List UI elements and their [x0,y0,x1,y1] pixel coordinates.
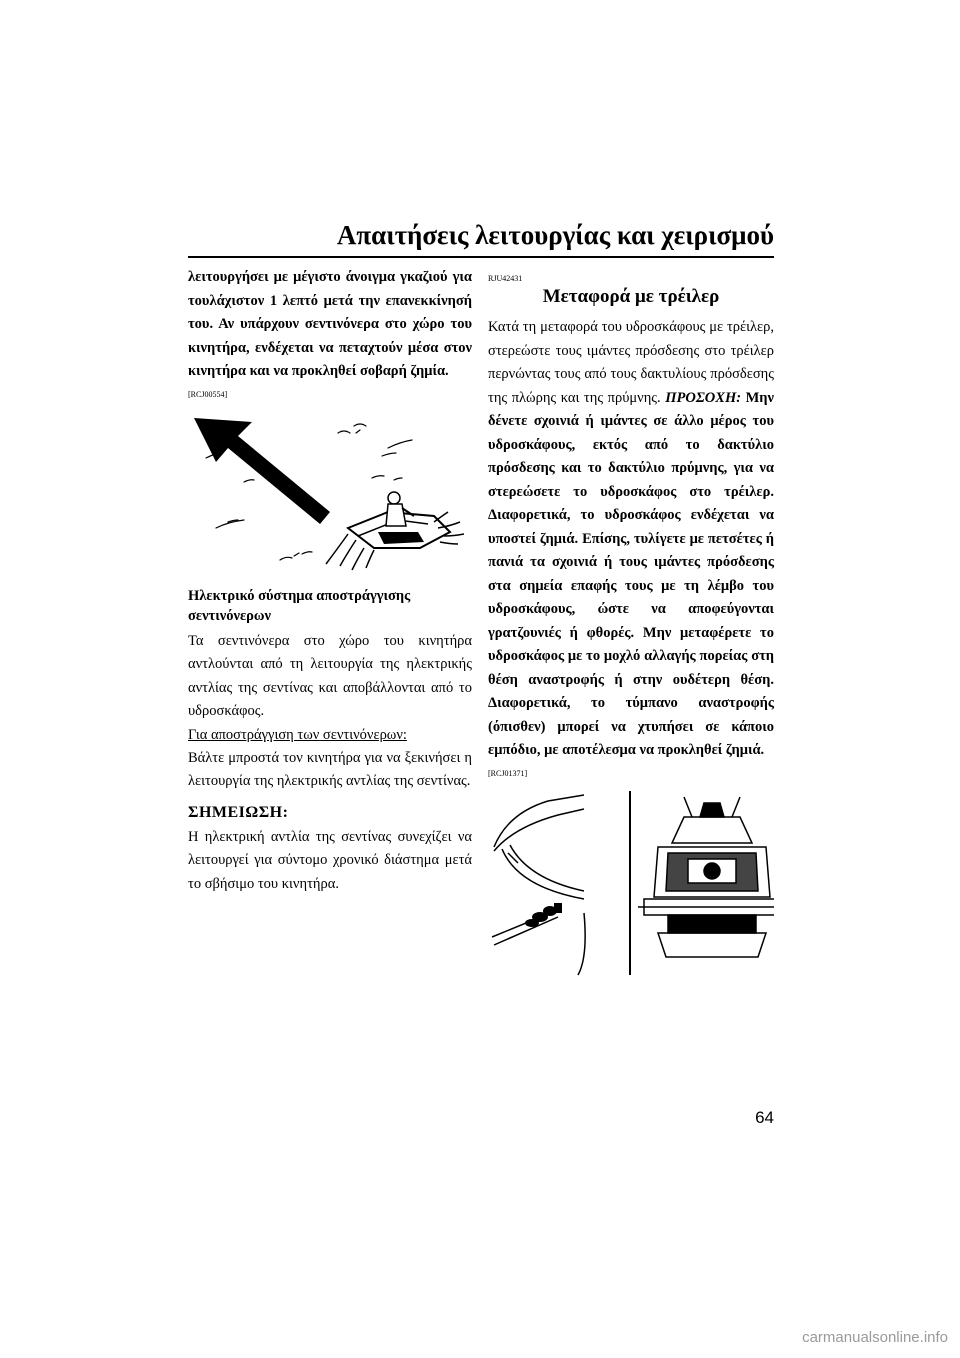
page-header-title: Απαιτήσεις λειτουργίας και χειρισμού [336,220,774,250]
trailer-text [488,316,774,763]
bow-eye-icon [492,795,585,975]
stern-view-icon [638,797,774,957]
note-text: Η ηλεκτρική αντλία της σεντίνας συνεχίζει να λειτουργεί για σύντομο χρονικό διάστημα μετά το σβήσιμο του κινητήρα. [188,828,472,892]
section-code: RJU42431 [488,274,523,283]
caution-label: ΠΡΟΣΟΧΗ: [665,389,742,406]
reference-code-2: [RCJ01371] [488,768,528,778]
bilge-pump-text: Τα σεντινόνερα στο χώρο του κινητήρα αντλούνται από τη λειτουργία της ηλεκτρικής αντλίας της σεντίνας και αποβάλλονται από το υδροσκάφος. [188,632,472,719]
illustration-watercraft-arrow [188,408,472,578]
section-subheading: Ηλεκτρικό σύστημα αποστράγγισης σεντινόνερων [188,587,411,624]
watercraft-icon [348,492,450,548]
illustration-tie-down-points [488,787,774,977]
header-rule [188,256,774,258]
reference-code: [RCJ00554] [188,389,228,399]
right-column [488,266,774,977]
trailer-text-normal: Κατά τη μεταφορά του υδροσκάφους με τρέιλερ, στερεώστε τους ιμάντες πρόσδεσης στο τρέιλερ περνώντας τους από τους δακτυλίους πρόσδεσης της πλώρης και της πρύμνης. [488,319,774,406]
procedure-heading: Για αποστράγγιση των σεντινόνερων: [188,726,407,743]
note-title: ΣΗΜΕΙΩΣΗ: [188,803,289,821]
page-number: 64 [755,1108,774,1127]
procedure-text: Βάλτε μπροστά τον κινητήρα για να ξεκινήσει η λειτουργία της ηλεκτρικής αντλίας της σεντίνας. [188,749,472,789]
section-title: Μεταφορά με τρέιλερ [542,286,720,307]
direction-arrow-icon [194,418,330,524]
caution-text: Μην δένετε σχοινιά ή ιμάντες σε άλλο μέρος του υδροσκάφους, εκτός από το δακτύλιο πρόσδεσης και το δακτύλιο πρύμνης, για να στερεώσετε το υδροσκάφος στο τρέιλερ. Διαφορετικά, το υδροσκάφος ενδέχεται να υποστεί ζημιά. Επίσης, τυλίγετε με πετσέτες ή πανιά τα σχοινιά ή τους ιμάντες πρόσδεσης στα σημεία επαφής τους με τη λέμβο του υδροσκάφους, ώστε να αποφεύγονται γρατζουνιές ή φθορές. Μην μεταφέρετε το υδροσκάφος με το μοχλό αλλαγής πορείας στη θέση αναστροφής ή στην ουδέτερη θέση. Διαφορετικά, το τύμπανο αναστροφής (όπισθεν) μπορεί να χτυπήσει σε κάποιο εμπόδιο, με αποτέλεσμα να προκληθεί ζημιά. [488,389,775,758]
left-column [188,266,472,896]
intro-warning-text: λειτουργήσει με μέγιστο άνοιγμα γκαζιού για τουλάχιστον 1 λεπτό μετά την επανεκκίνησή του. Αν υπάρχουν σεντινόνερα στο χώρο του κινητήρα, ενδέχεται να πεταχτούν μέσα στον κινητήρα και να προκληθεί σοβαρή ζημία. [188,269,472,379]
watermark: carmanualsonline.info [802,1329,948,1346]
